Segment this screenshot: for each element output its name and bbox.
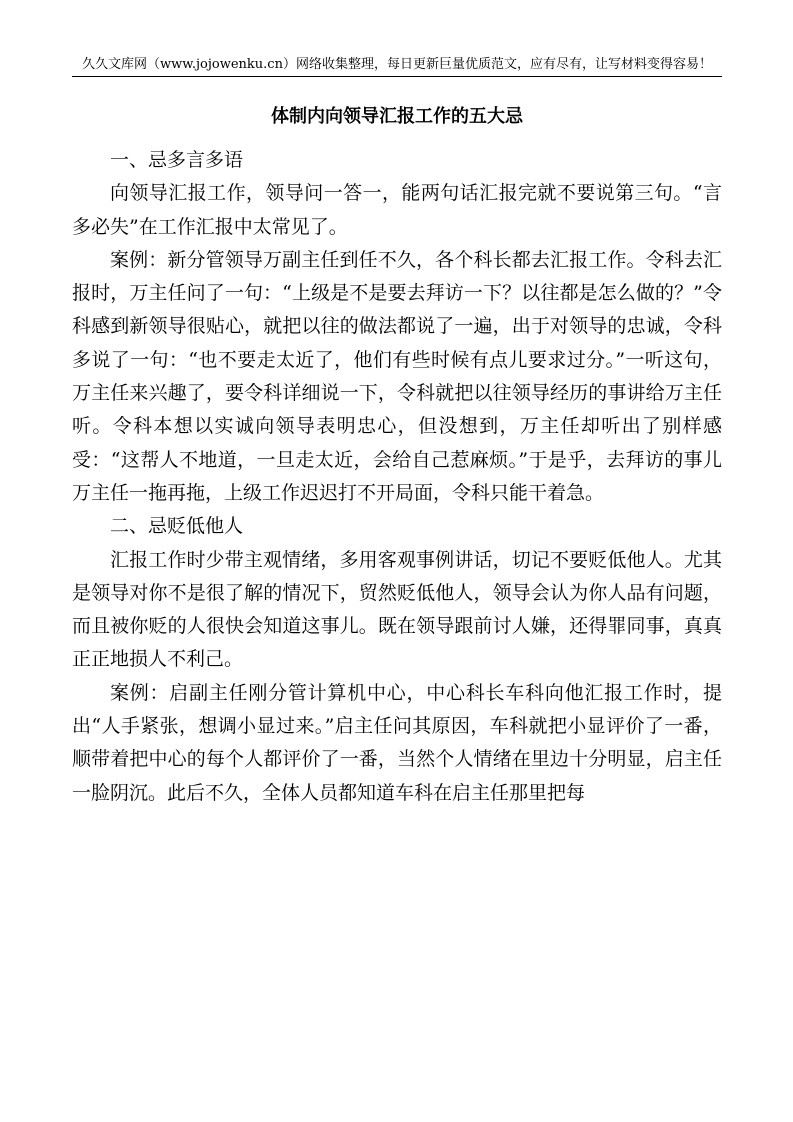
document-title: 体制内向领导汇报工作的五大忌 bbox=[271, 106, 523, 127]
section-heading-1: 一、忌多言多语 bbox=[110, 149, 244, 171]
document-body bbox=[72, 144, 722, 810]
paragraph-case-1: 案例：新分管领导万副主任到任不久，各个科长都去汇报工作。令科去汇报时，万主任问了一句：“上级是不是要去拜访一下？以往都是怎么做的？”令科感到新领导很贴心，就把以往的做法都说了一遍，出于对领导的忠诚，令科多说了一句：“也不要走太近了，他们有些时候有点儿要求过分。”一听这句，万主任来兴趣了，要令科详细说一下，令科就把以往领导经历的事讲给万主任听。令科本想以实诚向领导表明忠心，但没想到，万主任却听出了别样感受：“这帮人不地道，一旦走太近，会给自己惹麻烦。”于是乎，去拜访的事儿万主任一拖再拖，上级工作迟迟打不开局面，令科只能干着急。 bbox=[72, 248, 722, 504]
section-heading-2: 二、忌贬低他人 bbox=[110, 515, 244, 538]
paragraph-case-2: 案例：启副主任刚分管计算机中心，中心科长车科向他汇报工作时，提出“人手紧张，想调小显过来。”启主任问其原因，车科就把小显评价了一番，顺带着把中心的每个人都评价了一番，当然个人情绪在里边十分明显，启主任一脸阴沉。此后不久，全体人员都知道车科在启主任那里把每 bbox=[72, 681, 722, 804]
header-divider bbox=[72, 76, 722, 77]
paragraph-2: 汇报工作时少带主观情绪，多用客观事例讲话，切记不要贬低他人。尤其是领导对你不是很了解的情况下，贸然贬低他人，领导会认为你人品有问题，而且被你贬的人很快会知道这事儿。既在领导跟前讨人嫌，还得罪同事，真真正正地损人不利己。 bbox=[72, 548, 722, 671]
paragraph-1: 向领导汇报工作，领导问一答一，能两句话汇报完就不要说第三句。“言多必失”在工作汇报中太常见了。 bbox=[72, 182, 722, 238]
page-header: 久久文库网（www.jojowenku.cn）网络收集整理，每日更新巨量优质范文，应有尽有，让写材料变得容易！ bbox=[82, 57, 712, 72]
